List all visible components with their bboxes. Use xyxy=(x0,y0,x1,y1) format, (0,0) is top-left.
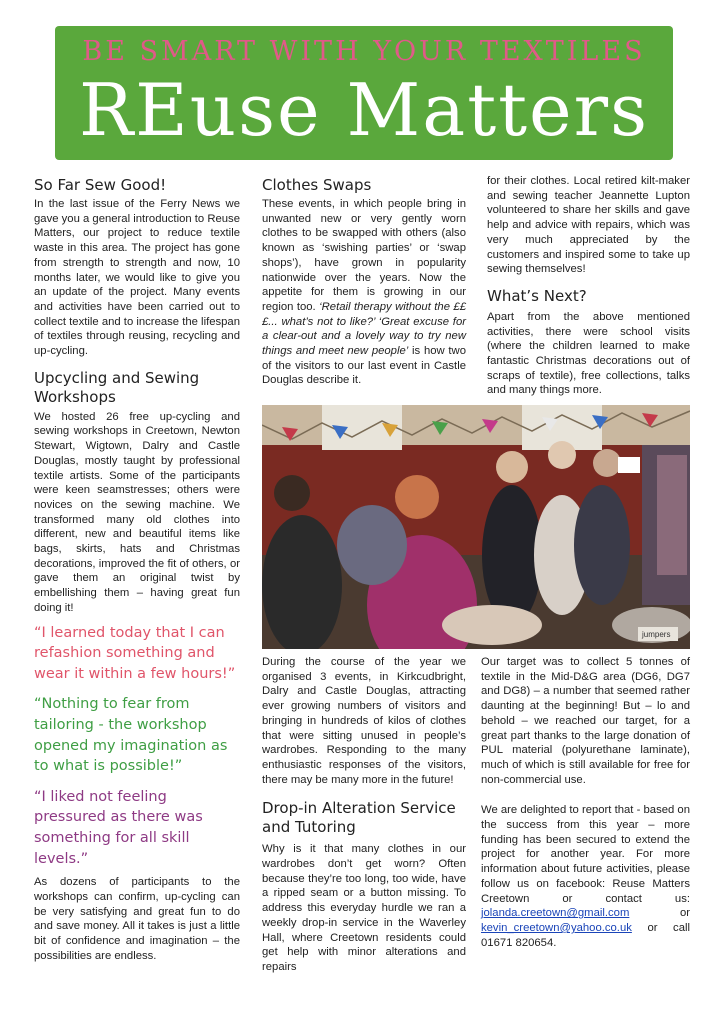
quote-tailoring: “Nothing to fear from tailoring - the workshop opened my imagination as to what is possible!” xyxy=(34,696,228,775)
header-banner xyxy=(55,26,673,160)
heading-upcycling-workshops: Upcycling and Sewing Workshops xyxy=(34,368,200,406)
heading-whats-next: What’s Next? xyxy=(487,286,587,305)
events-paragraph: During the course of the year we organised 3 events, in Kirkcudbright, Dalry and Castle Douglas, attracting ever growing numbers of visitors and bringing in hundreds of kilos of clothes that were sitting unused in people’s wardrobes. Responding to the many enthusiastic responses of the visitors, there may be many more in the future! xyxy=(262,656,466,786)
funding-text: We are delighted to report that - based on the success from this year – more funding has been secured to extend the project for another year. For more information about future activities, please follow us on facebook: Reuse Matters Creetown or contact us: xyxy=(481,804,690,905)
column-1 xyxy=(34,176,240,963)
photo-sign-jumpers: jumpers xyxy=(642,630,671,639)
swaps-text: These events, in which people bring in unwanted new or very gently worn clothes to be swapped with others (also known as ‘swishing parties’ or ‘swap shops’), have grown in popularity nationwide over the years. Now the appetite for them is growing in our region too. xyxy=(262,198,466,313)
target-paragraph: Our target was to collect 5 tonnes of textile in the Mid-D&G area (DG6, DG7 and DG8) – a number that seemed rather daunting at the beginning! But – lo and behold – we reached our target, for a great part thanks to the large donation of PUL material (polyurethane laminate), much of which is still available for free for non-commercial use. xyxy=(481,656,690,786)
column-2-top xyxy=(262,176,466,388)
or-text: or xyxy=(629,907,690,920)
workshops-paragraph: We hosted 26 free up-cycling and sewing workshops in Creetown, Newton Stewart, Wigtown, Dalry and Castle Douglas, mostly taught by professional textile artists. Some of the participants were keen seamstresses; others were novices on the sewing machine. We transformed many old clothes into different, new and beautiful items like bags, skirts, hats and Christmas decorations, improved the fit of others, or gave them an original twist by embellishing them – having great fun doing it! xyxy=(34,410,240,614)
heading-clothes-swaps: Clothes Swaps xyxy=(262,176,372,194)
clothes-swaps-paragraph xyxy=(262,197,466,388)
alteration-continued-paragraph: for their clothes. Local retired kilt-maker and sewing teacher Jeannette Lupton volunteered to share her skills and gave help and advice with repairs, which was very much appreciated by the customers and inspired some to take up sewing themselves! xyxy=(487,175,690,276)
funding-paragraph xyxy=(481,803,690,950)
email-link-jolanda[interactable]: jolanda.creetown@gmail.com xyxy=(481,907,630,920)
phone-text: or call 01671 820654. xyxy=(481,921,690,949)
intro-paragraph: In the last issue of the Ferry News we gave you a general introduction to Reuse Matters, our project to reduce textile waste in this area. The project has gone from strength to strength and now, 10 months later, we would like to give you an update of the project. Many events and activities have been carried out to collect textile and to increase the lifespan of textiles through reusing, recycling and up-cycling. xyxy=(34,198,240,358)
whats-next-paragraph: Apart from the above mentioned activities, there were school visits (where the children learned to make fantastic Christmas decorations out of scraps of textile), free collections, talks and many things more. xyxy=(487,310,690,397)
upcycling-conclusion-paragraph: As dozens of participants to the workshops can confirm, up-cycling can be very satisfying and great fun to do and save money. All it takes is just a little bit of confidence and imagination – the possibilities are endless. xyxy=(34,876,240,962)
clothes-swap-photo xyxy=(262,405,690,649)
column-3-bottom xyxy=(481,655,690,950)
column-3-top xyxy=(487,174,690,398)
swaps-text-end: is how two of the visitors to our last event in Castle Douglas describe it. xyxy=(262,345,466,387)
banner-tagline: BE SMART WITH YOUR TEXTILES xyxy=(82,36,646,67)
quote-refashion: “I learned today that I can refashion something and wear it within a few hours!” xyxy=(34,624,236,682)
email-link-kevin[interactable]: kevin_creetown@yahoo.co.uk xyxy=(481,921,632,934)
heading-so-far-sew-good: So Far Sew Good! xyxy=(34,176,167,194)
column-2-bottom xyxy=(262,655,466,975)
heading-drop-in-alteration: Drop-in Alteration Service and Tutoring xyxy=(262,799,456,837)
alteration-paragraph: Why is it that many clothes in our wardrobes don’t get worn? Often because they’re too long, too wide, have a ripped seam or a button missing. To address this everyday hurdle we ran a weekly drop-in service in the Waverley Hall, where Creetown residents could get help with minor alterations and repairs xyxy=(262,843,466,973)
quote-skill-levels: “I liked not feeling pressured as there was something for all skill levels.” xyxy=(34,788,203,867)
banner-title: REuse Matters xyxy=(78,68,650,152)
photo-illustration xyxy=(262,405,690,649)
visitor-quotes: ‘Retail therapy without the £££... what’s not to like?’ ‘Great excuse for a clear-out and a lovely way to try new things and meet new people’ xyxy=(262,300,466,358)
